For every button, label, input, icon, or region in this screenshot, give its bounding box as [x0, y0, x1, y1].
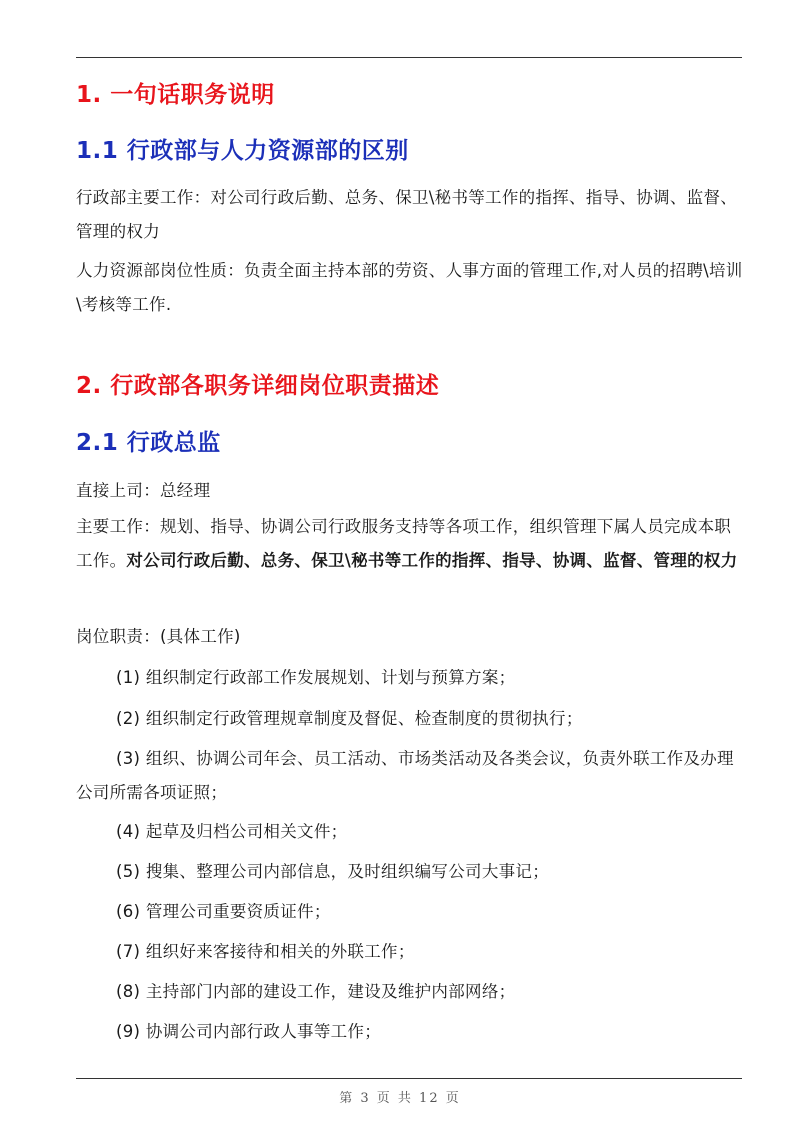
duty-item: (1) 组织制定行政部工作发展规划、计划与预算方案；: [116, 668, 516, 687]
section-1-heading: 1. 一句话职务说明: [76, 82, 275, 108]
duty-item: (4) 起草及归档公司相关文件；: [116, 822, 348, 841]
duty-item: (5) 搜集、整理公司内部信息，及时组织编写公司大事记；: [116, 862, 550, 881]
section-1-1-heading: 1.1 行政部与人力资源部的区别: [76, 138, 409, 164]
section-2-1-heading: 2.1 行政总监: [76, 430, 221, 456]
duty-item: (8) 主持部门内部的建设工作，建设及维护内部网络；: [116, 982, 516, 1001]
main-work: [76, 510, 746, 578]
main-work-bold-text: 对公司行政后勤、总务、保卫\秘书等工作的指挥、指导、协调、监督、管理的权力: [126, 551, 738, 570]
section-2-heading: 2. 行政部各职务详细岗位职责描述: [76, 373, 440, 399]
duty-item: (3) 组织、协调公司年会、员工活动、市场类活动及各类会议，负责外联工作及办理公司所需各项证照；: [76, 749, 734, 802]
page-number: 第 3 页 共 12 页: [339, 1091, 461, 1106]
footer-rule: [76, 1078, 742, 1079]
duty-item: (6) 管理公司重要资质证件；: [116, 902, 331, 921]
duty-item: (7) 组织好来客接待和相关的外联工作；: [116, 942, 415, 961]
duties-label: 岗位职责：(具体工作): [76, 627, 241, 646]
header-rule: [76, 57, 742, 58]
duty-item: (9) 协调公司内部行政人事等工作；: [116, 1022, 382, 1041]
main-work-text: 主要工作：规划、指导、协调公司行政服务支持等各项工作，组织管理下属人员完成本职工作。: [76, 517, 732, 570]
direct-superior: 直接上司：总经理: [76, 481, 211, 500]
hr-dept-description: 人力资源部岗位性质：负责全面主持本部的劳资、人事方面的管理工作,对人员的招聘\培训\考核等工作.: [76, 261, 743, 314]
duty-item: (2) 组织制定行政管理规章制度及督促、检查制度的贯彻执行；: [116, 709, 583, 728]
admin-dept-description: 行政部主要工作：对公司行政后勤、总务、保卫\秘书等工作的指挥、指导、协调、监督、管理的权力: [76, 188, 738, 241]
